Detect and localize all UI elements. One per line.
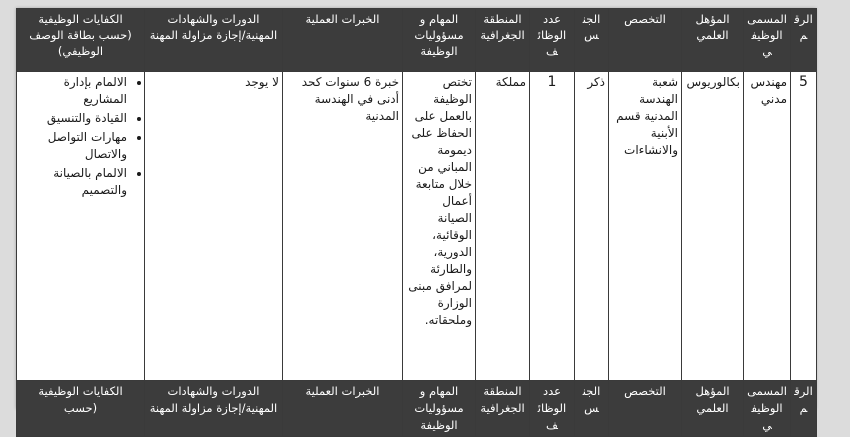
repeat-header-qualification: المؤهل العلمي [682,381,744,437]
competencies-list [20,74,141,199]
list-item: • القيادة والتنسيق [20,110,127,127]
header-job-title: المسمى الوظيفي [744,9,791,72]
cell-tasks: تختص الوظيفة بالعمل على الحفاظ على ديمومة المباني من خلال متابعة أعمال الصيانة الوقائية، الدورية، والطارئة لمرافق مبنى الوزارة وملحقاته. [403,72,476,381]
header-competencies: الكفايات الوظيفية (حسب بطاقة الوصف الوظيفي) [17,9,145,72]
list-item: • الالمام بالصيانة والتصميم [20,165,127,199]
cell-job-title: مهندس مدني [744,72,791,381]
cell-specialization: شعبة الهندسة المدنية قسم الأبنية والانشاءات [609,72,682,381]
cell-gender: ذكر [575,72,609,381]
cell-count: 1 [530,72,575,381]
header-number: الرقم [791,9,817,72]
table-row [17,72,817,381]
cell-competencies [17,72,145,381]
header-count: عدد الوظائف [530,9,575,72]
repeat-header-row [17,381,817,437]
list-item: • مهارات التواصل والاتصال [20,129,127,163]
repeat-header-competencies: الكفايات الوظيفية (حسب [17,381,145,437]
cell-experience: خبرة 6 سنوات كحد أدنى في الهندسة المدنية [283,72,403,381]
repeat-header-number: الرقم [791,381,817,437]
header-tasks: المهام و مسؤوليات الوظيفة [403,9,476,72]
header-region: المنطقة الجغرافية [476,9,530,72]
repeat-header-specialization: التخصص [609,381,682,437]
repeat-header-gender: الجنس [575,381,609,437]
repeat-header-job-title: المسمى الوظيفي [744,381,791,437]
repeat-header-experience: الخبرات العملية [283,381,403,437]
repeat-header-region: المنطقة الجغرافية [476,381,530,437]
document-page [16,8,816,432]
header-specialization: التخصص [609,9,682,72]
job-requirements-table [16,8,817,437]
cell-region: مملكة [476,72,530,381]
repeat-header-count: عدد الوظائف [530,381,575,437]
header-qualification: المؤهل العلمي [682,9,744,72]
cell-courses: لا يوجد [145,72,283,381]
header-experience: الخبرات العملية [283,9,403,72]
cell-qualification: بكالوريوس [682,72,744,381]
list-item: • الالمام بإدارة المشاريع [20,74,127,108]
repeat-header-tasks: المهام و مسؤوليات الوظيفة [403,381,476,437]
cell-number: 5 [791,72,817,381]
repeat-header-courses: الدورات والشهادات المهنية/إجازة مزاولة المهنة [145,381,283,437]
header-row [17,9,817,72]
header-gender: الجنس [575,9,609,72]
header-courses: الدورات والشهادات المهنية/إجازة مزاولة المهنة [145,9,283,72]
